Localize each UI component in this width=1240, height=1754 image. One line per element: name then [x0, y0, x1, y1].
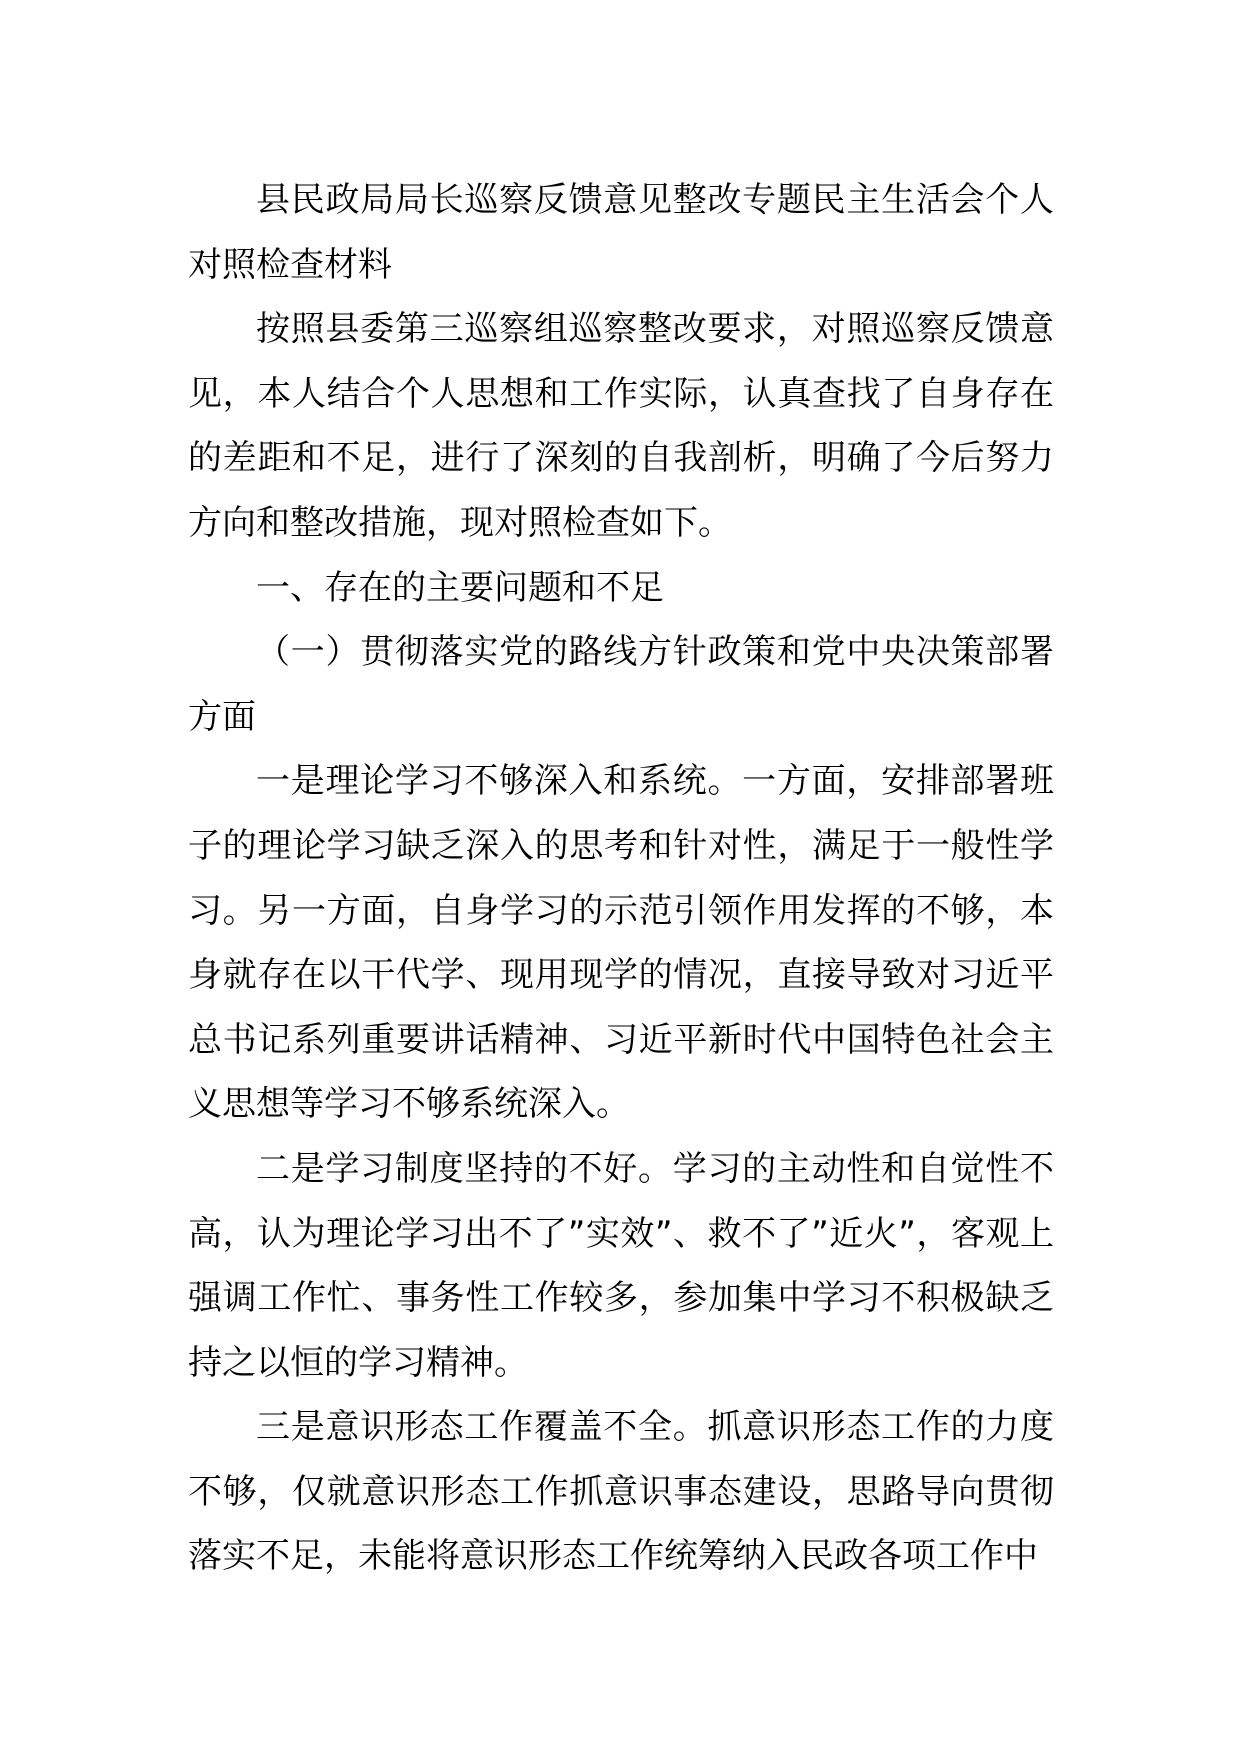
paragraph-intro: 按照县委第三巡察组巡察整改要求，对照巡察反馈意见，本人结合个人思想和工作实际，认真查找了自身存在的差距和不足，进行了深刻的自我剖析，明确了今后努力方向和整改措施，现对照检查如下。 [188, 309, 1054, 543]
paragraph-point-2: 二是学习制度坚持的不好。学习的主动性和自觉性不高，认为理论学习出不了”实效”、救不了”近火”，客观上强调工作忙、事务性工作较多，参加集中学习不积极缺乏持之以恒的学习精神。 [188, 1148, 1054, 1383]
paragraph-point-3: 三是意识形态工作覆盖不全。抓意识形态工作的力度不够，仅就意识形态工作抓意识事态建设，思路导向贯彻落实不足，未能将意识形态工作统筹纳入民政各项工作中 [188, 1407, 1054, 1577]
paragraph-point-1: 一是理论学习不够深入和系统。一方面，安排部署班子的理论学习缺乏深入的思考和针对性，满足于一般性学习。另一方面，自身学习的示范引领作用发挥的不够，本身就存在以干代学、现用现学的情况，直接导致对习近平总书记系列重要讲话精神、习近平新时代中国特色社会主义思想等学习不够系统深入。 [188, 761, 1054, 1125]
document-body [188, 168, 1054, 1589]
subsection-heading: （一）贯彻落实党的路线方针政策和党中央决策部署方面 [188, 632, 1054, 737]
section-heading: 一、存在的主要问题和不足 [256, 567, 664, 608]
document-title: 县民政局局长巡察反馈意见整改专题民主生活会个人对照检查材料 [188, 180, 1054, 285]
